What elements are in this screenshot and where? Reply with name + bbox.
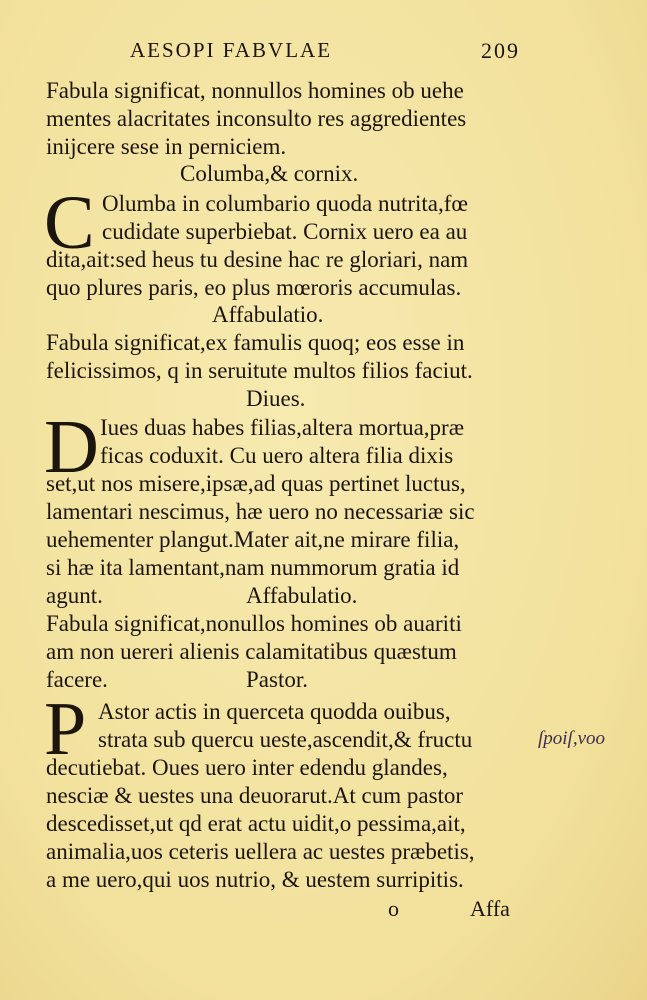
text-line: lamentari nescimus, hæ uero no necessariæ sic [46,499,475,524]
running-header [130,38,520,68]
text-line: am non uereri alienis calamitatibus quæstum [46,639,457,664]
text-line: Astor actis in querceta quodda ouibus, [98,699,451,724]
handwritten-margin-note: ſpoiſ,voo [538,728,606,749]
text-line: animalia,uos ceteris uellera ac uestes præbetis, [46,839,475,864]
drop-initial-p: P [44,687,87,771]
fable-title-diues: Diues. [246,386,306,411]
text-line: a me uero,qui uos nutrio, & uestem surripitis. [46,867,464,892]
text-line: Fabula significat,ex famulis quoq; eos esse in [46,330,465,355]
text-line: descedisset,ut qd erat actu uidit,o pessima,ait, [46,811,466,836]
text-line: Iues duas habes filias,altera mortua,præ [100,415,465,440]
text-line: Olumba in columbario quoda nutrita,fœ [102,191,469,216]
signature-mark: o [388,896,399,921]
text-line: set,ut nos misere,ipsæ,ad quas pertinet luctus, [46,471,466,496]
text-line: strata sub quercu ueste,ascendit,& fructu [98,727,473,752]
affabulatio-heading: Affabulatio. [246,583,358,608]
page-number: 209 [481,38,520,63]
text-line: facere. [46,667,108,692]
text-line: quo plures paris, eo plus mœroris accumulas. [46,275,462,300]
text-line: cudidate superbiebat. Cornix uero ea au [102,219,468,244]
text-line: ficas coduxit. Cu uero altera filia dixis [100,443,454,468]
text-line: mentes alacritates inconsulto res aggredientes [46,106,467,131]
fable-title-columba: Columba,& cornix. [180,161,359,186]
text-line: Fabula significat, nonnullos homines ob uehe [46,78,464,103]
catchword: Affa [470,896,510,921]
text-line: Fabula significat,nonullos homines ob auariti [46,611,462,636]
fable-title-pastor: Pastor. [246,667,308,692]
drop-initial-c: C [44,181,95,265]
running-title: AESOPI FABVLAE [130,38,333,62]
text-line: uehementer plangut.Mater ait,ne mirare filia, [46,527,460,552]
text-line: si hæ ita lamentant,nam nummorum gratia id [46,555,460,580]
drop-initial-d: D [44,405,99,489]
text-line: nesciæ & uestes una deuorarut.At cum pastor [46,783,464,808]
text-line: felicissimos, q in seruitute multos filios faciut. [46,358,473,383]
text-line: inijcere sese in perniciem. [46,134,287,159]
text-line: agunt. [46,583,103,608]
affabulatio-heading: Affabulatio. [212,302,324,327]
text-line: decutiebat. Oues uero inter edendu glandes, [46,755,448,780]
text-line: dita,ait:sed heus tu desine hac re gloriari, nam [46,247,469,272]
